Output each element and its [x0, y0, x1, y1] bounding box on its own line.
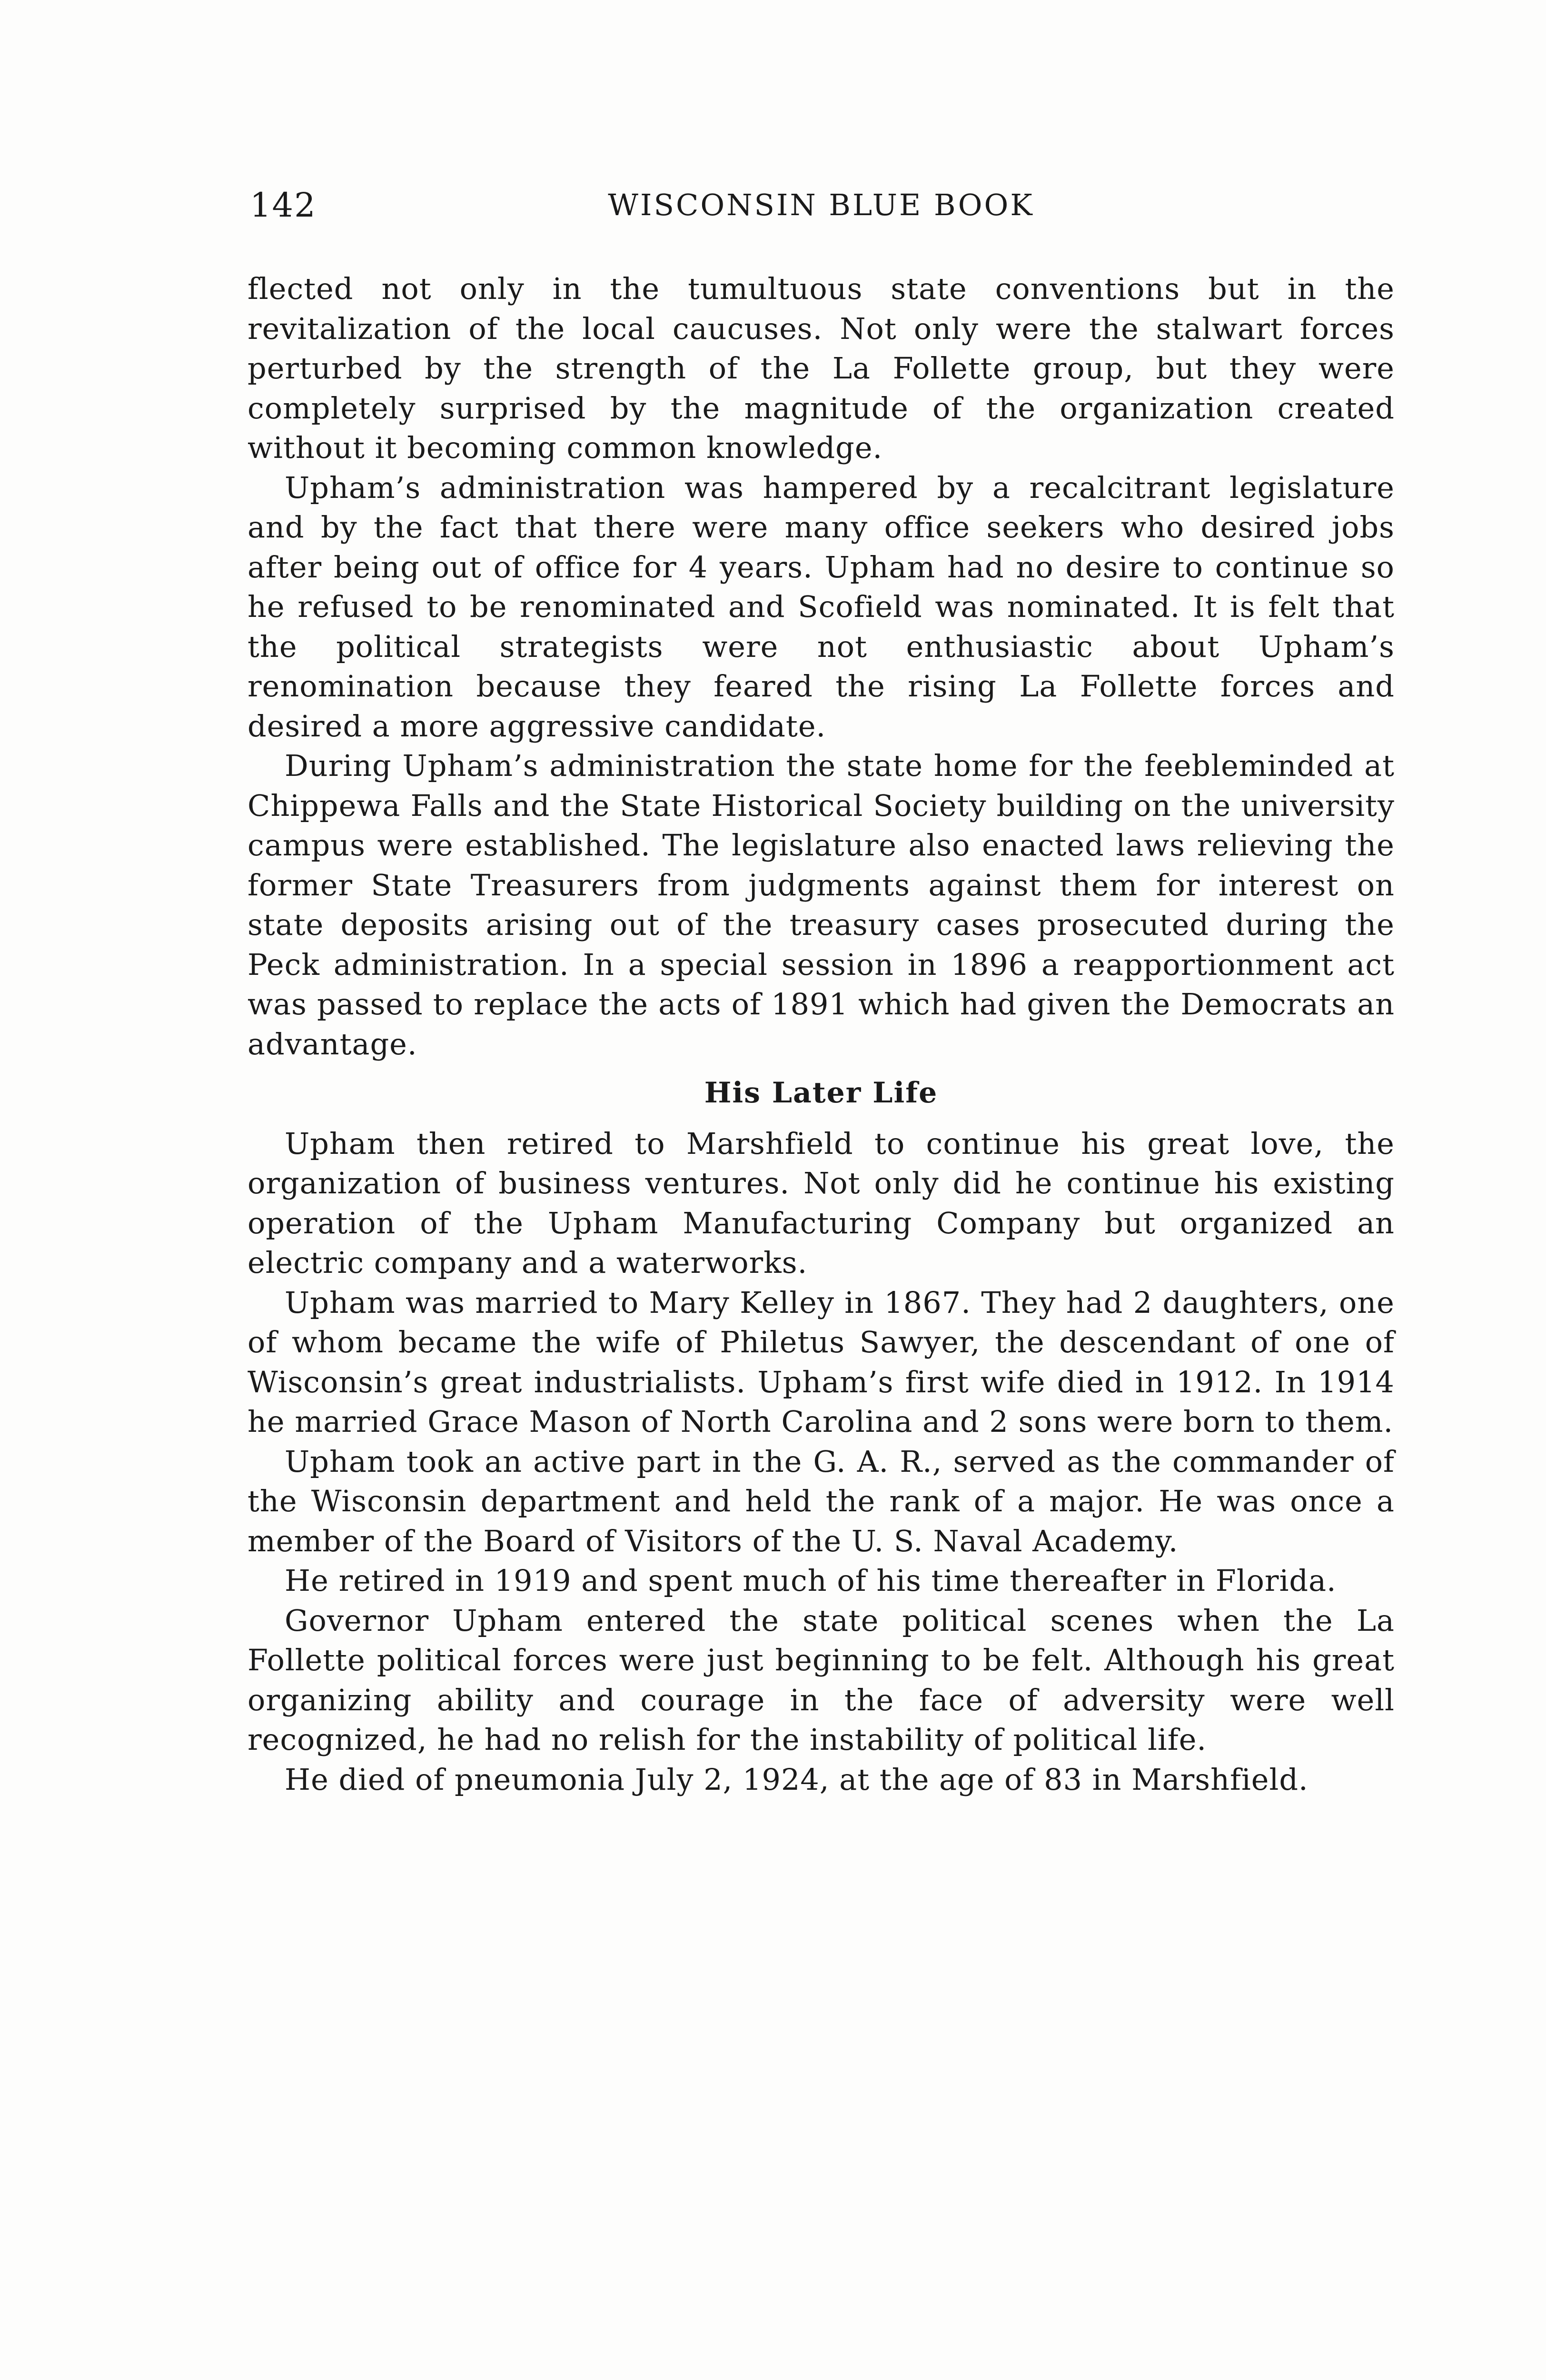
paragraph: Upham was married to Mary Kelley in 1867. They had 2 daughters, one of whom became the wife of Philetus Sawyer, the descendant of one of Wisconsin’s great industrialists. Upham’s first wife died in 1912. In 1914 he married Grace Mason of North Carolina and 2 sons were born to them.	[248, 1285, 1395, 1439]
paragraph: Upham took an active part in the G. A. R., served as the commander of the Wisconsin department and held the rank of a major. He was once a member of the Board of Visitors of the U. S. Naval Academy.	[248, 1444, 1395, 1558]
running-title: WISCONSIN BLUE BOOK	[608, 188, 1034, 222]
paragraph: He died of pneumonia July 2, 1924, at the age of 83 in Marshfield.	[285, 1762, 1308, 1797]
paragraph: Upham then retired to Marshfield to continue his great love, the organization of business ventures. Not only did he continue his existing operation of the Upham Manufacturing Company but organized an electric company and a waterworks.	[248, 1126, 1395, 1280]
running-head	[250, 186, 1392, 228]
paragraph: He retired in 1919 and spent much of his time thereafter in Florida.	[285, 1563, 1337, 1598]
section-heading: His Later Life	[704, 1076, 938, 1110]
page-number: 142	[250, 186, 317, 225]
paragraph: Governor Upham entered the state political scenes when the La Follette political forces were just beginning to be felt. Although his great organizing ability and courage in the face of adversity were well recognized, he had no relish for the instability of political life.	[248, 1603, 1395, 1757]
paragraph: During Upham’s administration the state home for the feebleminded at Chippewa Falls and the State Historical Society building on the university campus were established. The legislature also enacted laws relieving the former State Treasurers from judgments against them for interest on state deposits arising out of the treasury cases prosecuted during the Peck administration. In a special session in 1896 a reapportionment act was passed to replace the acts of 1891 which had given the Democrats an advantage.	[248, 748, 1395, 1061]
paragraph: flected not only in the tumultuous state conventions but in the revitalization of the local caucuses. Not only were the stalwart forces perturbed by the strength of the La Follette group, but they were completely surprised by the magnitude of the organization created without it becoming common knowledge.	[248, 271, 1395, 465]
body-text	[248, 269, 1395, 1799]
paragraph: Upham’s administration was hampered by a recalcitrant legislature and by the fact that there were many office seekers who desired jobs after being out of office for 4 years. Upham had no desire to continue so he refused to be renominated and Scofield was nominated. It is felt that the political strategists were not enthusiastic about Upham’s renomination because they feared the rising La Follette forces and desired a more aggressive candidate.	[248, 470, 1395, 744]
